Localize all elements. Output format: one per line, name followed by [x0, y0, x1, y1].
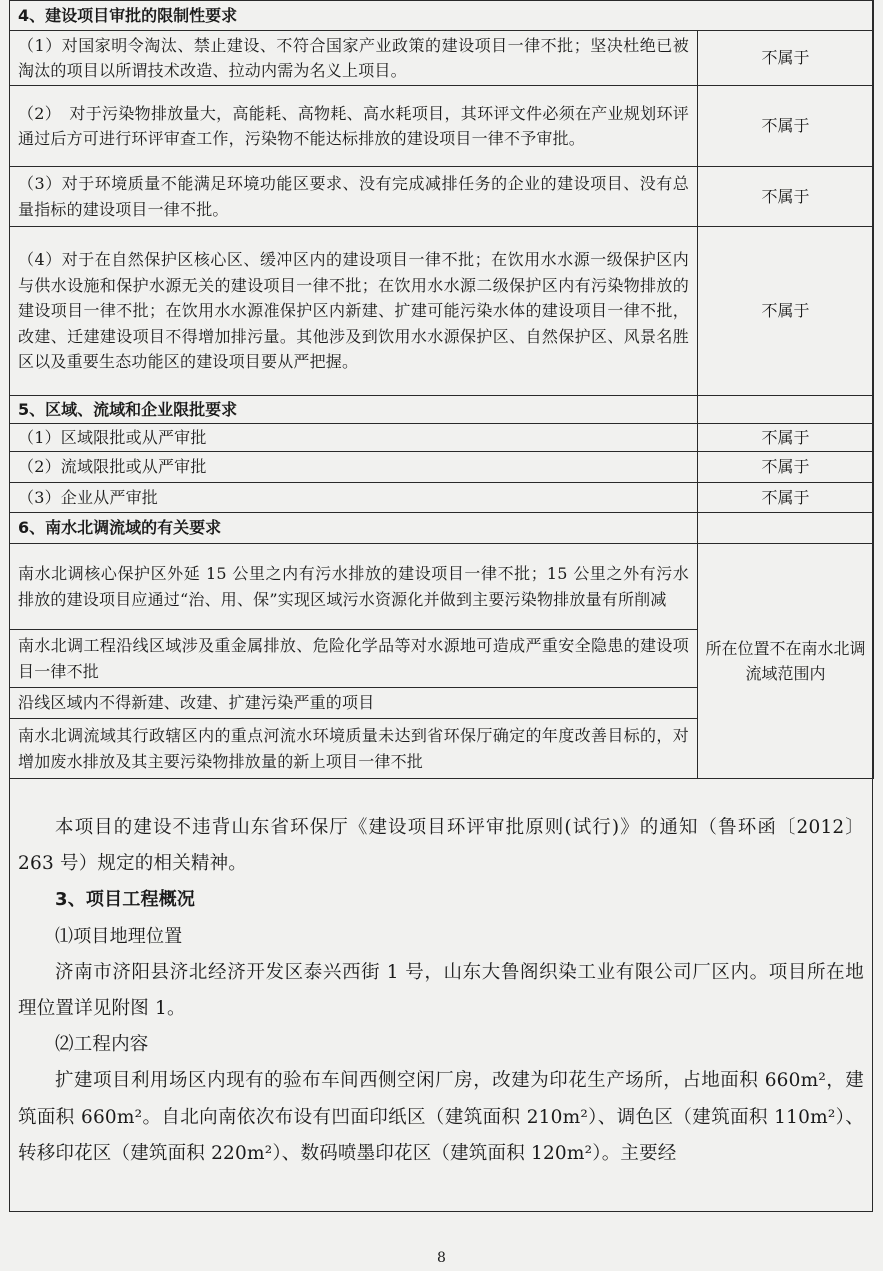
requirement-text: （3）企业从严审批	[10, 483, 698, 513]
section-4-heading: 4、建设项目审批的限制性要求	[10, 1, 874, 31]
table-row	[10, 544, 874, 630]
requirement-text: 南水北调工程沿线区域涉及重金属排放、危险化学品等对水源地可造成严重安全隐患的建设项目一律不批	[10, 630, 698, 688]
table-row	[10, 227, 874, 396]
table-row	[10, 483, 874, 513]
approval-requirements-table	[9, 0, 874, 779]
table-row	[10, 452, 874, 483]
requirement-text: 南水北调核心保护区外延 15 公里之内有污水排放的建设项目一律不批；15 公里之外有污水排放的建设项目应通过“治、用、保”实现区域污水资源化并做到主要污染物排放量有所削减	[10, 544, 698, 630]
requirement-text: （2）流域限批或从严审批	[10, 452, 698, 483]
content-paragraph: 扩建项目利用场区内现有的验布车间西侧空闲厂房，改建为印花生产场所，占地面积 660m²，建筑面积 660m²。自北向南依次布设有凹面印纸区（建筑面积 210m²）、调色区（建筑面积 110m²）、转移印花区（建筑面积 220m²）、数码喷墨印花区（建筑面积 120m²）。主要经	[18, 1070, 864, 1164]
section-3-heading: 3、项目工程概况	[55, 889, 196, 911]
compliance-result: 不属于	[698, 167, 874, 227]
compliance-result: 不属于	[698, 424, 874, 452]
section-6-heading: 6、南水北调流域的有关要求	[10, 513, 698, 544]
requirement-text: （2） 对于污染物排放量大，高能耗、高物耗、高水耗项目，其环评文件必须在产业规划环评通过后方可进行环评审查工作，污染物不能达标排放的建设项目一律不予审批。	[10, 86, 698, 167]
table-row	[10, 31, 874, 86]
table-row	[10, 86, 874, 167]
requirement-text: 南水北调流域其行政辖区内的重点河流水环境质量未达到省环保厅确定的年度改善目标的，对增加废水排放及其主要污染物排放量的新上项目一律不批	[10, 719, 698, 779]
section-5-heading: 5、区域、流域和企业限批要求	[10, 396, 698, 424]
location-paragraph: 济南市济阳县济北经济开发区泰兴西街 1 号，山东大鲁阁织染工业有限公司厂区内。项目所在地理位置详见附图 1。	[18, 961, 864, 1020]
table-row	[10, 167, 874, 227]
requirement-text: （1）区域限批或从严审批	[10, 424, 698, 452]
requirement-text: （4）对于在自然保护区核心区、缓冲区内的建设项目一律不批；在饮用水水源一级保护区内与供水设施和保护水源无关的建设项目一律不批；在饮用水水源二级保护区内有污染物排放的建设项目一律不批；在饮用水水源准保护区内新建、扩建可能污染水体的建设项目一律不批，改建、迁建建设项目不得增加排污量。其他涉及到饮用水水源保护区、自然保护区、风景名胜区以及重要生态功能区的建设项目要从严把握。	[10, 227, 698, 396]
compliance-result: 不属于	[698, 31, 874, 86]
page-number: 8	[437, 1250, 446, 1266]
requirement-text: 沿线区域内不得新建、改建、扩建污染严重的项目	[10, 688, 698, 719]
body-text	[18, 810, 864, 1172]
compliance-result: 不属于	[698, 227, 874, 396]
content-heading: ⑵工程内容	[55, 1034, 149, 1056]
compliance-result: 所在位置不在南水北调流域范围内	[698, 544, 874, 779]
requirement-text: （3）对于环境质量不能满足环境功能区要求、没有完成减排任务的企业的建设项目、没有总量指标的建设项目一律不批。	[10, 167, 698, 227]
conclusion-paragraph: 本项目的建设不违背山东省环保厅《建设项目环评审批原则(试行)》的通知（鲁环函〔2012〕263 号）规定的相关精神。	[18, 817, 864, 875]
table-row	[10, 424, 874, 452]
compliance-result: 不属于	[698, 452, 874, 483]
requirement-text: （1）对国家明令淘汰、禁止建设、不符合国家产业政策的建设项目一律不批；坚决杜绝已被淘汰的项目以所谓技术改造、拉动内需为名义上项目。	[10, 31, 698, 86]
compliance-result: 不属于	[698, 483, 874, 513]
compliance-result: 不属于	[698, 86, 874, 167]
location-heading: ⑴项目地理位置	[55, 925, 183, 947]
